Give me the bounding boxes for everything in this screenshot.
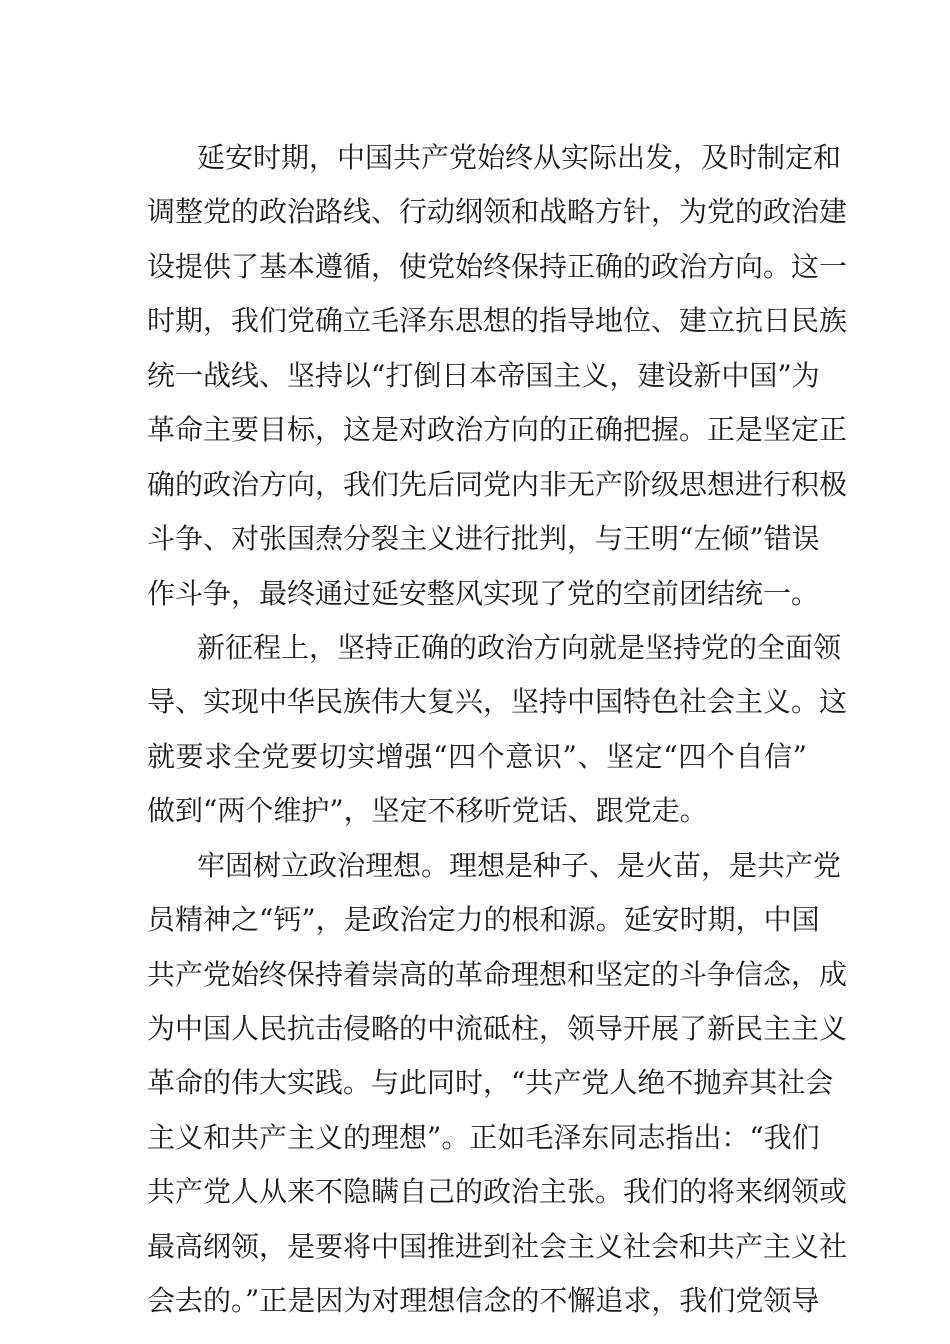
paragraph-line: 做到“两个维护”，坚定不移听党话、跟党走。 — [147, 794, 708, 828]
paragraph-line: 调整党的政治路线、行动纲领和战略方针，为党的政治建 — [147, 195, 848, 229]
paragraph-line: 新征程上，坚持正确的政治方向就是坚持党的全面领 — [197, 630, 842, 664]
paragraph-line: 主义和共产主义的理想”。正如毛泽东同志指出：“我们 — [147, 1120, 820, 1154]
paragraph-line: 就要求全党要切实增强“四个意识”、坚定“四个自信” — [147, 739, 807, 773]
body-text — [147, 131, 848, 1329]
paragraph-line: 确的政治方向，我们先后同党内非无产阶级思想进行积极 — [147, 467, 848, 501]
paragraph-line: 时期，我们党确立毛泽东思想的指导地位、建立抗日民族 — [147, 304, 848, 338]
paragraph-line: 最高纲领，是要将中国推进到社会主义社会和共产主义社 — [147, 1229, 848, 1263]
paragraph-line: 设提供了基本遵循，使党始终保持正确的政治方向。这一 — [147, 249, 848, 283]
paragraph-line: 革命的伟大实践。与此同时，“共产党人绝不抛弃其社会 — [147, 1066, 834, 1100]
paragraph-line: 延安时期，中国共产党始终从实际出发，及时制定和 — [197, 141, 842, 174]
paragraph-line: 员精神之“钙”，是政治定力的根和源。延安时期，中国 — [147, 903, 820, 937]
paragraph-line: 统一战线、坚持以“打倒日本帝国主义，建设新中国”为 — [147, 358, 820, 392]
paragraph-line: 为中国人民抗击侵略的中流砥柱，领导开展了新民主主义 — [147, 1012, 848, 1045]
paragraph-line: 作斗争，最终通过延安整风实现了党的空前团结统一。 — [147, 576, 820, 610]
paragraph-line: 会去的。”正是因为对理想信念的不懈追求，我们党领导 — [147, 1284, 820, 1318]
paragraph-line: 牢固树立政治理想。理想是种子、是火苗，是共产党 — [197, 848, 842, 882]
paragraph-line: 斗争、对张国焘分裂主义进行批判，与王明“左倾”错误 — [147, 522, 820, 556]
paragraph-line: 共产党人从来不隐瞒自己的政治主张。我们的将来纲领或 — [147, 1175, 848, 1209]
paragraph-line: 共产党始终保持着崇高的革命理想和坚定的斗争信念，成 — [147, 957, 848, 991]
paragraph-line: 革命主要目标，这是对政治方向的正确把握。正是坚定正 — [147, 413, 848, 447]
paragraph-line: 导、实现中华民族伟大复兴，坚持中国特色社会主义。这 — [147, 685, 848, 719]
